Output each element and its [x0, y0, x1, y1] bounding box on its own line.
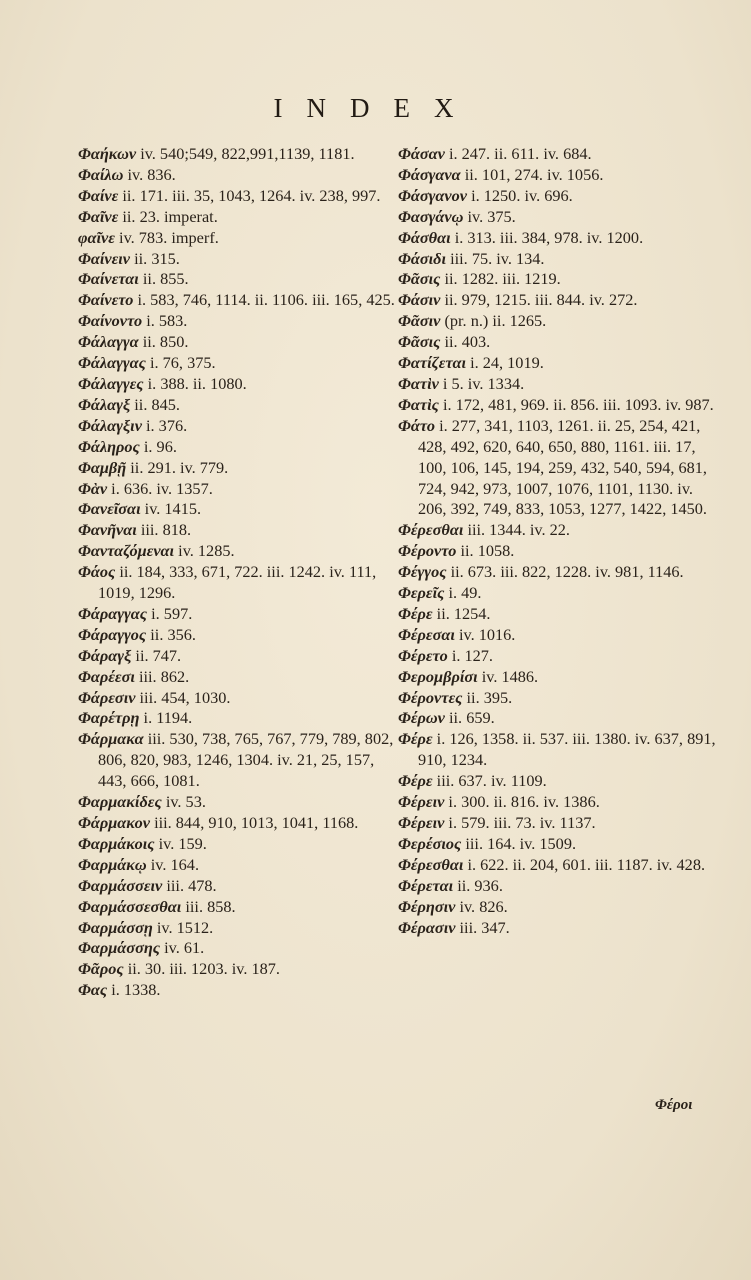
index-entry [78, 876, 396, 897]
index-entry [398, 186, 716, 207]
index-entry [78, 207, 396, 228]
entry-references: ii. 936. [457, 875, 503, 895]
entry-headword: Φερέσιος [398, 833, 462, 853]
entry-references: ii. 30. iii. 1203. iv. 187. [127, 959, 280, 979]
entry-references: iv. 53. [165, 792, 206, 812]
entry-headword: Φέρειν [398, 792, 445, 812]
index-entry [78, 499, 396, 520]
entry-references: iv. 826. [459, 896, 508, 916]
index-entry [78, 980, 396, 1001]
entry-headword: Φαρμάσσῃ [78, 917, 153, 937]
index-entry [78, 688, 396, 709]
index-entry [78, 144, 396, 165]
index-entry [398, 667, 716, 688]
entry-references: ii. 1282. iii. 1219. [444, 269, 561, 289]
index-column-left [78, 144, 396, 1001]
entry-references: iv. 1285. [178, 541, 235, 561]
entry-headword: Φάλαγγας [78, 353, 146, 373]
index-entry [78, 792, 396, 813]
entry-references: iii. 347. [459, 917, 510, 937]
index-entry [78, 959, 396, 980]
entry-references: ii. 855. [142, 269, 189, 289]
entry-references: (pr. n.) ii. 1265. [444, 311, 547, 331]
entry-headword: Φάσθαι [398, 227, 451, 247]
index-entry [398, 332, 716, 353]
index-entry [398, 604, 716, 625]
entry-references: i. 622. ii. 204, 601. iii. 1187. iv. 428. [467, 854, 706, 874]
index-entry [398, 897, 716, 918]
entry-headword: Φαήκων [78, 144, 137, 163]
index-entry [78, 249, 396, 270]
entry-headword: Φαρμάκοις [78, 833, 155, 853]
index-entry [398, 792, 716, 813]
entry-references: iv. 61. [164, 938, 205, 958]
entry-references: ii. 101, 274. iv. 1056. [464, 164, 604, 184]
entry-headword: Φαίνε [78, 185, 119, 205]
entry-references: iii. 818. [140, 520, 192, 540]
entry-headword: Φας [78, 980, 108, 1000]
entry-headword: Φανεῖσαι [78, 499, 141, 519]
entry-headword: Φέρων [398, 708, 445, 728]
entry-references: i. 583. [146, 311, 188, 331]
entry-headword: Φέρασιν [398, 917, 456, 937]
entry-headword: Φᾶσιν [398, 311, 441, 331]
index-entry [78, 834, 396, 855]
entry-headword: φαῖνε [78, 227, 115, 247]
entry-references: i. 1194. [143, 708, 193, 728]
entry-references: ii. 1254. [436, 603, 491, 623]
index-entry [398, 646, 716, 667]
index-entry [398, 416, 716, 521]
entry-headword: Φάλαγξ [78, 394, 131, 414]
entry-references: i. 96. [143, 436, 177, 456]
index-entry [398, 228, 716, 249]
entry-headword: Φᾶσις [398, 269, 441, 289]
entry-references: iv. 159. [158, 833, 207, 853]
entry-headword: Φάσιδι [398, 248, 447, 268]
entry-references: i. 127. [451, 645, 493, 665]
entry-headword: Φάσαν [398, 144, 445, 163]
index-entry [78, 604, 396, 625]
index-entry [398, 708, 716, 729]
entry-headword: Φασγάνῳ [398, 206, 464, 226]
index-entry [78, 855, 396, 876]
index-entry [78, 667, 396, 688]
entry-references: i. 126, 1358. ii. 537. iii. 1380. iv. 637, 891, 910, 1234. [418, 729, 716, 770]
entry-references: ii. 979, 1215. iii. 844. iv. 272. [444, 290, 638, 310]
index-entry [78, 186, 396, 207]
entry-headword: Φᾶσις [398, 332, 441, 352]
entry-references: i. 1250. iv. 696. [471, 185, 573, 205]
index-entry [398, 729, 716, 771]
entry-headword: Φέρε [398, 603, 433, 623]
entry-headword: Φάρμακον [78, 813, 150, 832]
entry-references: i 5. iv. 1334. [442, 373, 525, 393]
entry-references: iii. 530, 738, 765, 767, 779, 789, 802, 806, 820, 983, 1246, 1304. iv. 21, 25, 157, 443, 666, 1081. [98, 729, 394, 791]
entry-references: i. 1338. [111, 980, 161, 1000]
index-entry [398, 374, 716, 395]
entry-headword: Φέρεσθαι [398, 520, 464, 540]
entry-headword: Φαρέτρῃ [78, 708, 140, 728]
entry-headword: Φέρεσαι [398, 624, 455, 644]
entry-headword: Φατίζεται [398, 353, 466, 373]
entry-headword: Φαρμάκῳ [78, 854, 147, 874]
entry-references: i. 49. [448, 583, 482, 603]
entry-headword: Φέρετο [398, 645, 448, 665]
entry-headword: Φερομβρίσι [398, 666, 478, 686]
entry-headword: Φάλαγγα [78, 332, 139, 352]
entry-headword: Φαίνεται [78, 269, 139, 289]
entry-headword: Φᾶρος [78, 959, 124, 979]
entry-headword: Φάσγανον [398, 185, 468, 205]
entry-headword: Φέροντο [398, 541, 457, 561]
entry-references: iii. 164. iv. 1509. [465, 833, 577, 853]
index-entry [398, 876, 716, 897]
entry-references: iii. 75. iv. 134. [450, 248, 545, 268]
index-entry [78, 228, 396, 249]
index-entry [398, 249, 716, 270]
entry-references: ii. 659. [449, 708, 495, 728]
entry-references: i. 277, 341, 1103, 1261. ii. 25, 254, 421, 428, 492, 620, 640, 650, 880, 1161. iii. 17, 100, 106, 145, 194, 259, 432, 540, 594, 681, 724, 942, 973, 1007, 1076, 1101, 1130. iv. 206, 392, 749, 833, 1053, 1277, 1422, 1450. [418, 415, 707, 519]
index-entry [398, 165, 716, 186]
entry-references: i. 597. [151, 603, 193, 623]
index-entry [78, 541, 396, 562]
entry-references: ii. 395. [466, 687, 513, 707]
entry-headword: Φάλαγγες [78, 373, 144, 393]
entry-headword: Φερεῖς [398, 583, 445, 603]
entry-headword: Φάρμακα [78, 729, 144, 749]
entry-references: i. 76, 375. [149, 353, 216, 373]
index-entry [78, 562, 396, 604]
entry-references: iii. 858. [185, 896, 236, 916]
entry-headword: Φάλαγξιν [78, 415, 142, 435]
index-entry [78, 290, 396, 311]
entry-headword: Φαρέεσι [78, 666, 135, 686]
index-entry [398, 353, 716, 374]
entry-headword: Φέροντες [398, 687, 463, 707]
entry-references: ii. 356. [150, 624, 196, 644]
entry-headword: Φαίνετο [78, 290, 134, 310]
entry-headword: Φαίλω [78, 164, 124, 184]
entry-references: iv. 1486. [481, 666, 539, 686]
entry-headword: Φάληρος [78, 436, 140, 456]
entry-references: ii. 673. iii. 822, 1228. iv. 981, 1146. [450, 562, 684, 582]
entry-references: iii. 844, 910, 1013, 1041, 1168. [154, 813, 359, 832]
entry-references: iv. 836. [127, 164, 176, 184]
entry-references: iv. 540;549, 822,991,1139, 1181. [140, 144, 355, 163]
entry-headword: Φέγγος [398, 562, 447, 582]
entry-headword: Φαμβῇ [78, 457, 127, 477]
index-entry [78, 269, 396, 290]
entry-headword: Φαρμάσσης [78, 938, 161, 958]
entry-headword: Φατὶν [398, 373, 439, 393]
entry-references: iv. 375. [467, 206, 516, 226]
index-entry [398, 855, 716, 876]
index-entry [78, 938, 396, 959]
index-entry [398, 583, 716, 604]
entry-references: i. 579. iii. 73. iv. 1137. [448, 813, 596, 832]
entry-references: i. 247. ii. 611. iv. 684. [448, 144, 592, 163]
entry-references: iii. 454, 1030. [139, 687, 231, 707]
index-entry [398, 520, 716, 541]
entry-references: i. 24, 1019. [470, 353, 544, 373]
index-entry [78, 479, 396, 500]
entry-references: iii. 1344. iv. 22. [467, 520, 570, 540]
entry-references: iv. 1016. [458, 624, 516, 644]
entry-references: ii. 315. [134, 248, 180, 268]
index-entry [78, 520, 396, 541]
entry-references: i. 636. iv. 1357. [111, 478, 213, 498]
entry-references: i. 388. ii. 1080. [147, 373, 247, 393]
entry-references: i. 313. iii. 384, 978. iv. 1200. [454, 227, 644, 247]
entry-headword: Φάραγγος [78, 624, 147, 644]
index-entry [398, 813, 716, 834]
entry-headword: Φαίνοντο [78, 311, 143, 331]
index-entry [398, 834, 716, 855]
entry-references: iii. 862. [138, 666, 190, 686]
index-entry [78, 897, 396, 918]
index-entry [78, 437, 396, 458]
index-entry [398, 290, 716, 311]
index-entry [398, 771, 716, 792]
entry-references: ii. 1058. [460, 541, 515, 561]
entry-references: iv. 164. [150, 854, 200, 874]
entry-headword: Φέρε [398, 729, 433, 749]
index-entry [78, 708, 396, 729]
index-entry [78, 165, 396, 186]
entry-references: ii. 171. iii. 35, 1043, 1264. iv. 238, 997. [122, 185, 381, 205]
index-entry [78, 918, 396, 939]
entry-headword: Φαίνειν [78, 248, 131, 268]
index-entry [398, 395, 716, 416]
entry-references: iv. 1512. [156, 917, 214, 937]
entry-headword: Φέρεσθαι [398, 854, 464, 874]
index-entry [78, 646, 396, 667]
index-entry [398, 541, 716, 562]
entry-references: iii. 478. [166, 875, 217, 895]
catchword: Φέροι [655, 1097, 693, 1113]
entry-references: ii. 845. [134, 394, 180, 414]
index-entry [78, 353, 396, 374]
index-entry [398, 918, 716, 939]
entry-headword: Φάραγξ [78, 645, 132, 665]
page-title: INDEX [273, 93, 478, 123]
index-entry [78, 374, 396, 395]
entry-references: ii. 850. [142, 332, 189, 352]
index-entry [398, 207, 716, 228]
entry-headword: Φαρμάσσειν [78, 875, 163, 895]
entry-references: ii. 403. [444, 332, 491, 352]
entry-references: ii. 184, 333, 671, 722. iii. 1242. iv. 111, 1019, 1296. [98, 562, 377, 603]
index-entry [78, 311, 396, 332]
index-entry [398, 269, 716, 290]
index-entry [78, 813, 396, 834]
index-entry [78, 395, 396, 416]
entry-references: i. 300. ii. 816. iv. 1386. [448, 792, 600, 812]
entry-references: i. 583, 746, 1114. ii. 1106. iii. 165, 425. [137, 290, 395, 310]
entry-headword: Φάρεσιν [78, 687, 136, 707]
index-column-right [398, 144, 716, 938]
entry-references: i. 376. [146, 415, 188, 435]
entry-headword: Φέρειν [398, 813, 445, 832]
entry-headword: Φαρμάσσεσθαι [78, 896, 182, 916]
entry-headword: Φάραγγας [78, 603, 148, 623]
index-entry [398, 625, 716, 646]
entry-references: ii. 291. iv. 779. [130, 457, 229, 477]
entry-headword: Φέρεται [398, 875, 454, 895]
entry-references: i. 172, 481, 969. ii. 856. iii. 1093. iv. 987. [442, 394, 714, 414]
entry-headword: Φαῖνε [78, 206, 119, 226]
entry-references: iii. 637. iv. 1109. [436, 771, 547, 791]
index-entry [78, 332, 396, 353]
entry-headword: Φέρε [398, 771, 433, 791]
index-entry [78, 729, 396, 792]
entry-headword: Φάσιν [398, 290, 441, 310]
entry-references: iv. 1415. [144, 499, 202, 519]
entry-headword: Φανῆναι [78, 520, 137, 540]
index-entry [398, 144, 716, 165]
entry-headword: Φατὶς [398, 394, 439, 414]
index-entry [398, 688, 716, 709]
entry-references: iv. 783. imperf. [119, 227, 219, 247]
entry-headword: Φανταζόμεναι [78, 541, 175, 561]
index-entry [78, 416, 396, 437]
entry-headword: Φάος [78, 562, 116, 582]
entry-references: ii. 23. imperat. [122, 206, 218, 226]
entry-headword: Φὰν [78, 478, 108, 498]
entry-headword: Φαρμακίδες [78, 792, 162, 812]
index-entry [398, 562, 716, 583]
entry-headword: Φάτο [398, 415, 435, 435]
index-entry [78, 458, 396, 479]
index-entry [398, 311, 716, 332]
index-entry [78, 625, 396, 646]
entry-headword: Φέρησιν [398, 896, 456, 916]
entry-references: ii. 747. [135, 645, 182, 665]
entry-headword: Φάσγανα [398, 164, 461, 184]
